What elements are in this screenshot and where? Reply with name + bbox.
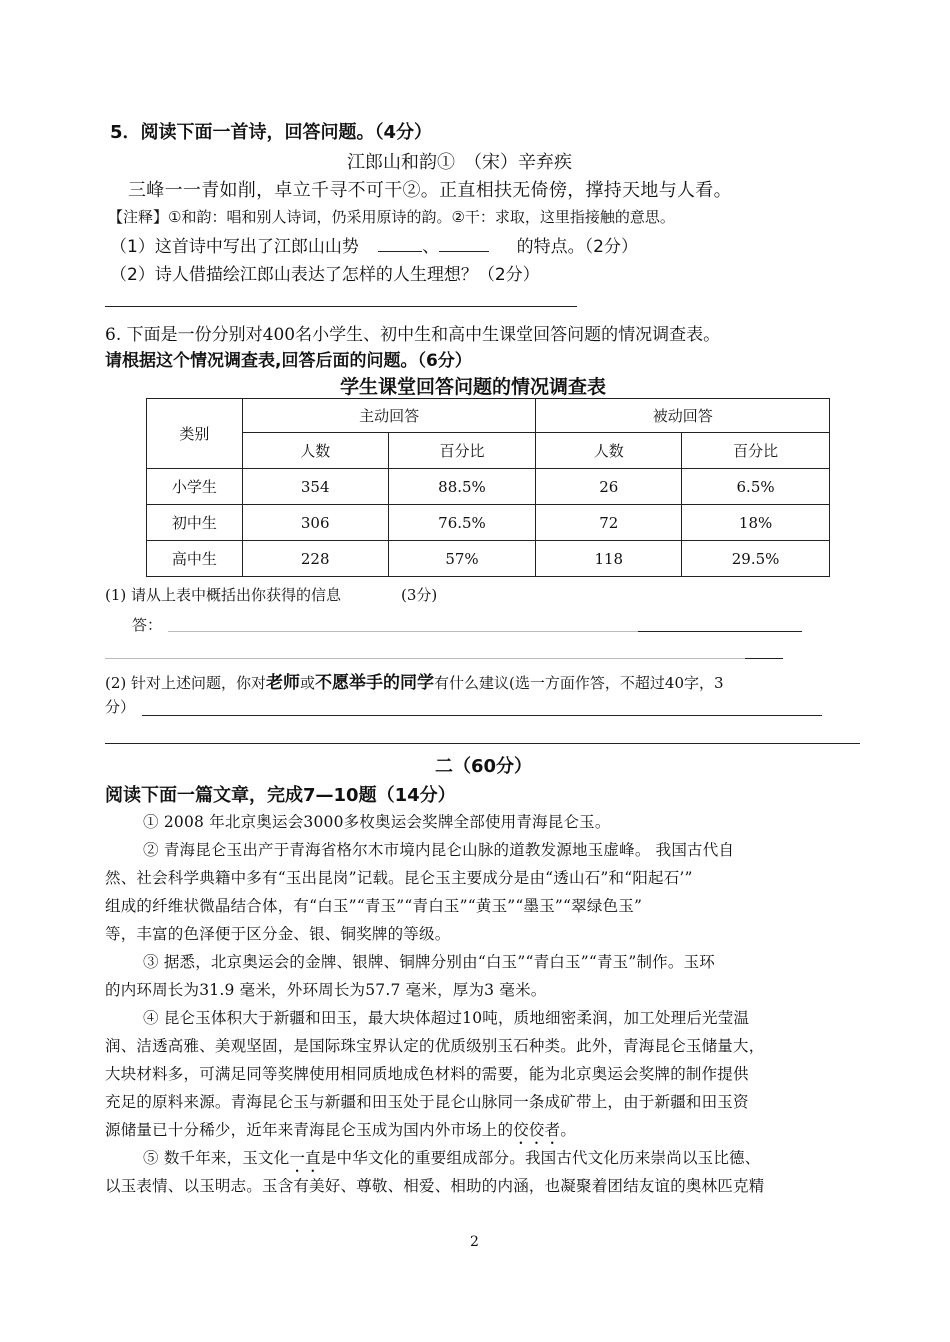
article-text: 。 bbox=[560, 1121, 577, 1139]
article-paragraph-3 bbox=[105, 948, 875, 1004]
answer-line-q6-2a[interactable] bbox=[142, 715, 822, 716]
cell-category: 高中生 bbox=[147, 541, 243, 577]
question-5-1-sep: 、 bbox=[422, 237, 440, 257]
question-6-2-teacher: 老师 bbox=[266, 673, 301, 693]
question-5-1 bbox=[110, 232, 638, 257]
answer-line-q6-2b[interactable] bbox=[105, 743, 860, 744]
cell-active-percent: 57% bbox=[388, 541, 536, 577]
article-paragraph-1 bbox=[105, 808, 875, 836]
question-6-line1: 6. 下面是一份分别对400名小学生、初中生和高中生课堂回答问题的情况调查表。 bbox=[105, 325, 721, 345]
article-line: 润、洁透高雅、美观坚固，是国际珠宝界认定的优质级别玉石种类。此外，青海昆仑玉储量大， bbox=[105, 1037, 765, 1055]
part-2-heading: 二（60分） bbox=[435, 756, 533, 777]
cell-active-count: 228 bbox=[242, 541, 388, 577]
cell-passive-percent: 29.5% bbox=[682, 541, 830, 577]
cell-active-count: 306 bbox=[242, 505, 388, 541]
header-passive-count: 人数 bbox=[536, 433, 682, 469]
cell-passive-percent: 18% bbox=[682, 505, 830, 541]
cell-passive-percent: 6.5% bbox=[682, 469, 830, 505]
question-6-1: (1) 请从上表中概括出你获得的信息 (3分) bbox=[105, 586, 438, 604]
answer-line-q5-2[interactable] bbox=[105, 306, 577, 307]
cell-passive-count: 118 bbox=[536, 541, 682, 577]
table-subheader-row bbox=[147, 433, 830, 469]
article-line: ② 青海昆仑玉出产于青海省格尔木市境内昆仑山脉的道教发源地玉虚峰。 我国古代自 bbox=[143, 841, 735, 859]
answer-blank-2[interactable] bbox=[439, 251, 489, 252]
cell-active-percent: 88.5% bbox=[388, 469, 536, 505]
article-line: 以玉表情、以玉明志。玉含有美好、尊敬、相爱、相助的内涵，也凝聚着团结友谊的奥林匹克精 bbox=[105, 1177, 765, 1195]
answer-line-q6-1d[interactable] bbox=[745, 658, 783, 659]
header-passive-percent: 百分比 bbox=[682, 433, 830, 469]
question-6-2-line2: 分） bbox=[105, 698, 136, 716]
article-paragraph-4 bbox=[105, 1004, 875, 1144]
article-line: ③ 据悉，北京奥运会的金牌、银牌、铜牌分别由“白玉”“青白玉”“青玉”制作。玉环 bbox=[143, 953, 715, 971]
question-6-2-or: 或 bbox=[300, 674, 316, 692]
table-row bbox=[147, 505, 830, 541]
article-line: 然、社会科学典籍中多有“玉出昆岗”记载。昆仑玉主要成分是由“透山石”和“阳起石’” bbox=[105, 869, 693, 887]
article-text: 源储量已十分稀少，近年来青海昆仑玉成为国内外市场上的 bbox=[105, 1121, 514, 1139]
question-5-1-prefix: （1）这首诗中写出了江郎山山势 bbox=[110, 237, 359, 257]
reading-intro: 阅读下面一篇文章，完成7—10题（14分） bbox=[105, 785, 456, 806]
cell-passive-count: 72 bbox=[536, 505, 682, 541]
article-line: 等，丰富的色泽便于区分金、银、铜奖牌的等级。 bbox=[105, 925, 451, 943]
survey-table bbox=[146, 398, 830, 577]
table-title: 学生课堂回答问题的情况调查表 bbox=[340, 376, 607, 398]
article-paragraph-5 bbox=[105, 1144, 875, 1200]
header-active: 主动回答 bbox=[242, 399, 536, 433]
cell-category: 小学生 bbox=[147, 469, 243, 505]
cell-passive-count: 26 bbox=[536, 469, 682, 505]
answer-line-q6-1c[interactable] bbox=[105, 658, 745, 659]
table-header-row bbox=[147, 399, 830, 433]
article-line: 大块材料多，可满足同等奖牌使用相同质地成色材料的需要，能为北京奥运会奖牌的制作提供 bbox=[105, 1065, 749, 1083]
page-number: 2 bbox=[470, 1234, 479, 1250]
question-6-2-students: 不愿举手的同学 bbox=[315, 673, 435, 693]
answer-line-q6-1b[interactable] bbox=[638, 631, 802, 632]
question-6-2-prefix: (2) 针对上述问题，你对 bbox=[105, 674, 267, 692]
article-line: ④ 昆仑玉体积大于新疆和田玉，最大块体超过10吨，质地细密柔润，加工处理后光莹温 bbox=[143, 1009, 750, 1027]
article-paragraph-2 bbox=[105, 836, 875, 948]
table-row bbox=[147, 469, 830, 505]
article-text: ⑤ 数千年来，玉文化 bbox=[143, 1149, 290, 1167]
article-line bbox=[105, 1144, 875, 1172]
answer-blank-1[interactable] bbox=[378, 251, 422, 252]
article-line: ① 2008 年北京奥运会3000多枚奥运会奖牌全部使用青海昆仑玉。 bbox=[143, 813, 611, 831]
cell-active-count: 354 bbox=[242, 469, 388, 505]
emphasized-word: 一直 bbox=[289, 1149, 321, 1167]
article-line: 充足的原料来源。青海昆仑玉与新疆和田玉处于昆仑山脉同一条成矿带上，由于新疆和田玉资 bbox=[105, 1093, 749, 1111]
header-active-percent: 百分比 bbox=[388, 433, 536, 469]
answer-line-q6-1a[interactable] bbox=[168, 631, 638, 632]
header-active-count: 人数 bbox=[242, 433, 388, 469]
article-text: 是中华文化的重要组成部分。我国古代文化历来崇尚以玉比德、 bbox=[320, 1149, 761, 1167]
article-line bbox=[105, 1116, 875, 1144]
article-line: 的内环周长为31.9 毫米，外环周长为57.7 毫米，厚为3 毫米。 bbox=[105, 981, 547, 999]
header-passive: 被动回答 bbox=[536, 399, 830, 433]
question-5-1-suffix: 的特点。（2分） bbox=[516, 237, 638, 257]
question-6-2 bbox=[105, 668, 724, 693]
poem-body: 三峰一一青如削，卓立千寻不可干②。正直相扶无倚傍，撑持天地与人看。 bbox=[128, 180, 732, 201]
cell-category: 初中生 bbox=[147, 505, 243, 541]
poem-note: 【注释】①和韵：唱和别人诗词，仍采用原诗的韵。②干：求取，这里指接触的意思。 bbox=[108, 208, 675, 226]
table-row bbox=[147, 541, 830, 577]
emphasized-word: 佼佼者 bbox=[513, 1121, 561, 1139]
question-5-2: （2）诗人借描绘江郎山表达了怎样的人生理想？（2分） bbox=[110, 265, 540, 285]
article-line: 组成的纤维状微晶结合体，有“白玉”“青玉”“青白玉”“黄玉”“墨玉”“翠绿色玉” bbox=[105, 897, 643, 915]
header-category: 类别 bbox=[147, 399, 243, 469]
question-6-2-suffix: 有什么建议(选一方面作答，不超过40字，3 bbox=[434, 674, 724, 692]
question-5-title: 5．阅读下面一首诗，回答问题。（4分） bbox=[110, 122, 433, 143]
question-6-line2: 请根据这个情况调查表,回答后面的问题。（6分） bbox=[105, 351, 472, 371]
cell-active-percent: 76.5% bbox=[388, 505, 536, 541]
question-6-1-answer-label: 答： bbox=[132, 616, 163, 634]
poem-title: 江郎山和韵① （宋）辛弃疾 bbox=[347, 152, 572, 173]
